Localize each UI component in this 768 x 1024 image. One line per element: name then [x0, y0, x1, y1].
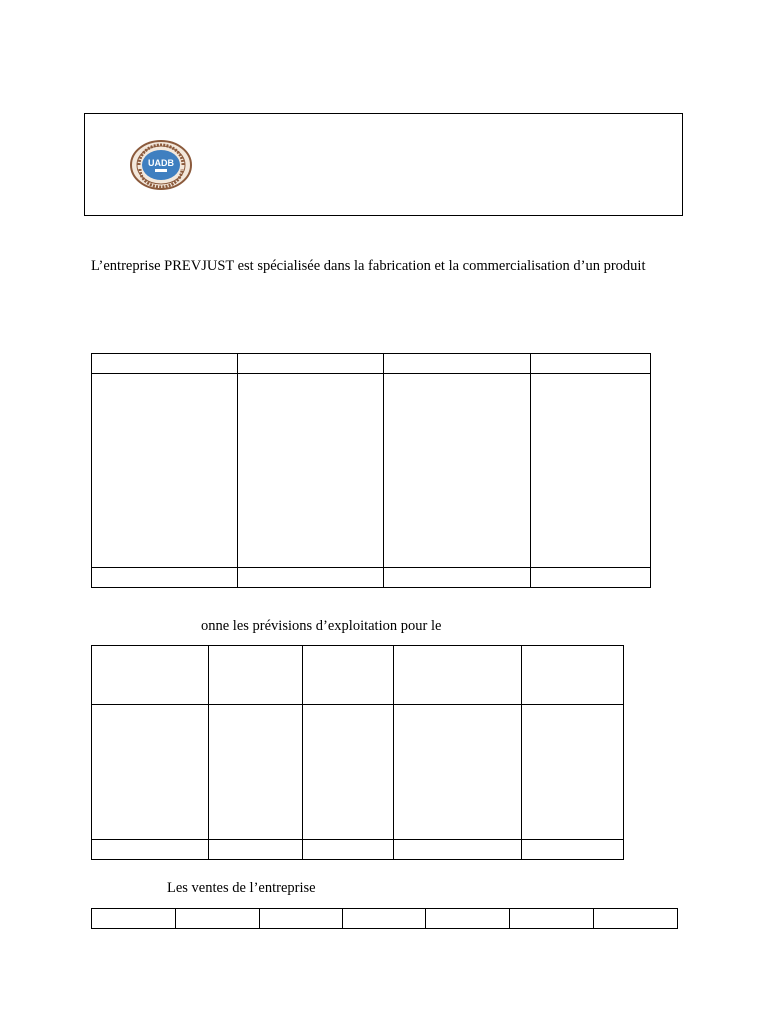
forecast-paragraph: onne les prévisions d’exploitation pour le	[201, 618, 442, 634]
table-cell	[209, 840, 303, 860]
table-cell	[92, 909, 176, 929]
table-cell	[92, 840, 209, 860]
table-row	[92, 374, 651, 568]
table-cell	[303, 705, 394, 840]
logo-text: UADB	[148, 158, 174, 168]
table-cell	[303, 840, 394, 860]
table-cell	[92, 705, 209, 840]
table-cell	[394, 705, 522, 840]
table-cell	[531, 568, 651, 588]
table-cell	[384, 354, 531, 374]
table-cell	[176, 909, 260, 929]
table-cell	[238, 374, 384, 568]
table-cell	[522, 646, 624, 705]
table-cell	[522, 840, 624, 860]
intro-paragraph: L’entreprise PREVJUST est spécialisée dans la fabrication et la commercialisation d’un produit	[91, 258, 646, 274]
table-cell	[209, 646, 303, 705]
table-cell	[394, 646, 522, 705]
table-row	[92, 705, 624, 840]
table-cell	[343, 909, 426, 929]
table-3	[91, 908, 678, 929]
table-cell	[531, 354, 651, 374]
table-cell	[522, 705, 624, 840]
table-row	[92, 646, 624, 705]
table-2	[91, 645, 624, 860]
table-cell	[394, 840, 522, 860]
table-cell	[384, 568, 531, 588]
table-cell	[238, 568, 384, 588]
table-cell	[594, 909, 678, 929]
table-cell	[92, 646, 209, 705]
table-1	[91, 353, 651, 588]
table-row	[92, 840, 624, 860]
table-cell	[303, 646, 394, 705]
header-box	[84, 113, 683, 216]
table-cell	[238, 354, 384, 374]
table-cell	[92, 568, 238, 588]
table-cell	[92, 374, 238, 568]
table-cell	[209, 705, 303, 840]
university-seal-icon	[130, 140, 192, 190]
table-cell	[92, 354, 238, 374]
table-cell	[426, 909, 510, 929]
table-row	[92, 568, 651, 588]
table-cell	[510, 909, 594, 929]
table-cell	[384, 374, 531, 568]
table-row	[92, 354, 651, 374]
sales-paragraph: Les ventes de l’entreprise	[167, 880, 316, 896]
table-row	[92, 909, 678, 929]
table-cell	[531, 374, 651, 568]
table-cell	[260, 909, 343, 929]
